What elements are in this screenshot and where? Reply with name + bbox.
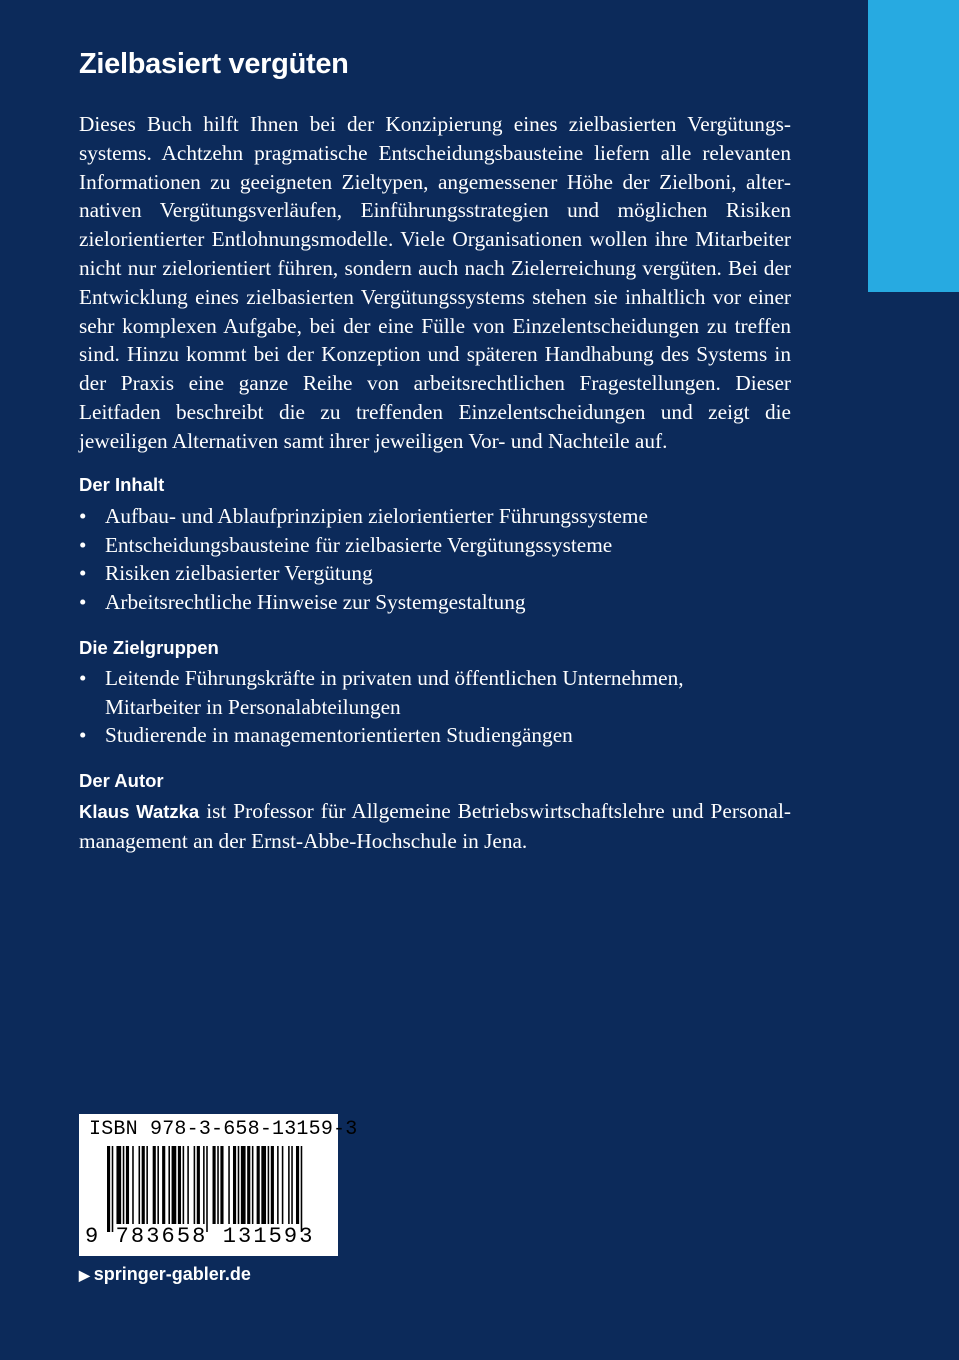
barcode-bar [252, 1146, 254, 1224]
barcode-bar [162, 1146, 165, 1224]
barcode-bar [233, 1146, 236, 1224]
barcode-bar [139, 1146, 141, 1224]
barcode-bar [268, 1146, 270, 1224]
barcode-bar [194, 1146, 196, 1224]
isbn-label: ISBN 978-3-658-13159-3 [89, 1118, 358, 1141]
barcode-bar [116, 1146, 121, 1224]
book-description: Dieses Buch hilft Ihnen bei der Konzipierung eines zielbasierten Vergütungssystems. Achtzehn pragmatische Entscheidungsbausteine liefern alle relevanten Informationen zu geeigneten Zieltypen, angemessener Höhe der Zielboni, alternativen Vergütungsverläufen, Einführungsstrategien und möglichen Risiken zielorientierter Entlohnungsmodelle. Viele Organisationen wollen ihre Mitarbeiter nicht nur zielorientiert führen, sondern auch nach Zielerreichung vergüten. Bei der Entwicklung eines zielbasierten Vergütungssystems stehen sie inhaltlich vor einer sehr komplexen Aufgabe, bei der eine Fülle von Einzelentscheidungen zu treffen sind. Hinzu kommt bei der Konzeption und späteren Handhabung des Systems in der Praxis eine ganze Reihe von arbeitsrechtlichen Fragestellungen. Dieser Leitfaden beschreibt die zu treffenden Einzelentscheidungen und zeigt die jeweiligen Alternativen samt ihrer jeweiligen Vor- und Nachteile auf. [79, 112, 791, 453]
list-item: • Leitende Führungskräfte in privaten und öffentlichen Unternehmen, Mitarbeiter in Personalabteilungen [79, 666, 684, 719]
contents-list [79, 502, 799, 617]
arrow-icon: ▶ [79, 1267, 90, 1283]
list-item: • Risiken zielbasierter Vergütung [79, 559, 799, 588]
isbn-barcode [79, 1114, 358, 1256]
barcode-icon [107, 1146, 307, 1234]
contents-heading: Der Inhalt [79, 474, 165, 495]
bullet-icon: • [79, 504, 87, 528]
barcode-bar [238, 1146, 240, 1224]
barcode-bar [220, 1146, 223, 1224]
barcode-bar [247, 1146, 250, 1224]
bullet-icon: • [79, 561, 87, 586]
barcode-bar [197, 1146, 200, 1224]
barcode-bar [183, 1146, 185, 1224]
author-heading: Der Autor [79, 770, 164, 791]
barcode-bar [301, 1146, 303, 1232]
barcode-bar [203, 1146, 205, 1224]
barcode-bar [288, 1146, 290, 1224]
barcode-bar [271, 1146, 274, 1224]
barcode-bar [213, 1146, 216, 1224]
barcode-bar [126, 1146, 129, 1224]
barcode-bar [112, 1146, 114, 1232]
bullet-icon: • [79, 666, 87, 690]
barcode-bar [157, 1146, 159, 1224]
barcode-bar [146, 1146, 148, 1224]
barcode-bar [257, 1146, 260, 1224]
website-link[interactable] [79, 1262, 251, 1287]
barcode-bar [172, 1146, 177, 1224]
barcode-bar [178, 1146, 181, 1224]
list-item: • Entscheidungsbausteine für zielbasierte Vergütungssysteme [79, 531, 799, 560]
barcode-bar [277, 1146, 279, 1224]
barcode-bar [296, 1146, 299, 1224]
author-name: Klaus Watzka [79, 801, 200, 822]
audience-heading: Die Zielgruppen [79, 637, 219, 658]
barcode-bar [123, 1146, 125, 1224]
barcode-bar [206, 1146, 208, 1232]
list-item: • Aufbau- und Ablaufprinzipien zielorientierter Führungssysteme [79, 502, 799, 531]
barcode-bar [153, 1146, 156, 1224]
accent-bar [868, 0, 959, 292]
barcode-bar [241, 1146, 246, 1224]
book-title: Zielbasiert vergüten [79, 48, 349, 80]
barcode-digits: 9 783658 131593 [85, 1224, 315, 1249]
barcode-bar [168, 1146, 170, 1224]
bullet-icon: • [79, 723, 87, 748]
barcode-bar [217, 1146, 219, 1224]
list-item: • Studierende in managementorientierten Studiengängen [79, 721, 759, 750]
audience-list [79, 664, 759, 750]
barcode-bar [282, 1146, 284, 1224]
bullet-icon: • [79, 532, 87, 557]
barcode-bar [142, 1146, 145, 1224]
barcode-bar [228, 1146, 230, 1224]
barcode-bar [261, 1146, 266, 1224]
bullet-icon: • [79, 590, 87, 615]
barcode-bar [132, 1146, 134, 1224]
barcode-bar [291, 1146, 293, 1224]
author-bio: Klaus Watzka ist Professor für Allgemeine Betriebswirtschaftslehre und Personalmanagement an der Ernst-Abbe-Hochschule in Jena. [79, 799, 791, 853]
barcode-bar [187, 1146, 189, 1224]
website-label: springer-gabler.de [93, 1264, 251, 1284]
barcode-bar [107, 1146, 110, 1232]
list-item: • Arbeitsrechtliche Hinweise zur Systemgestaltung [79, 588, 799, 617]
